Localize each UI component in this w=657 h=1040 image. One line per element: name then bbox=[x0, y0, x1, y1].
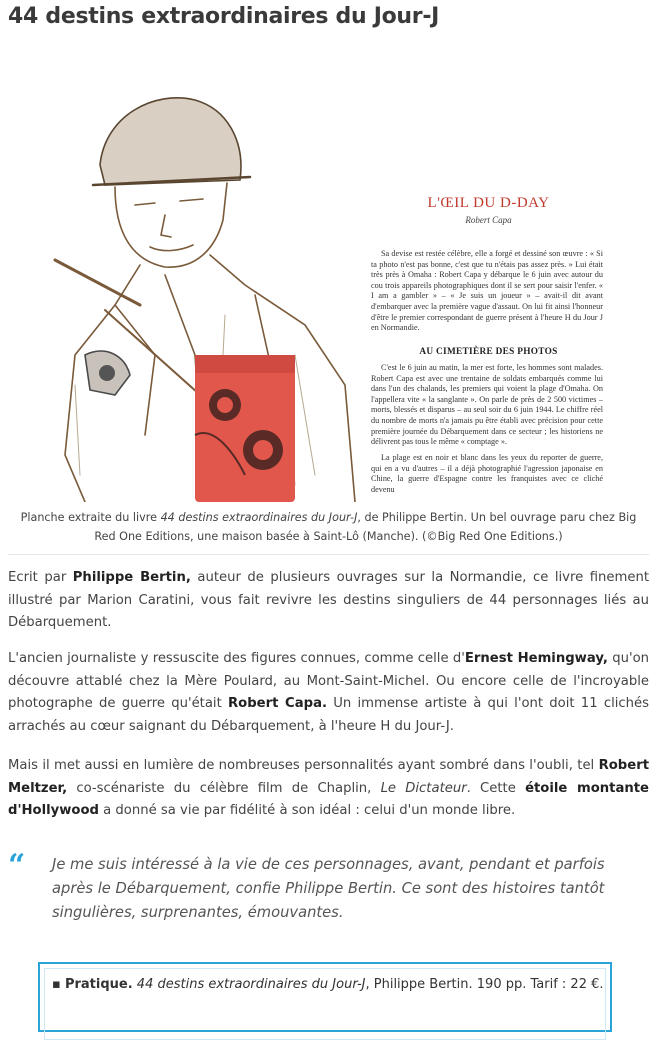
article-paragraph: Mais il met aussi en lumière de nombreuses personnalités ayant sombré dans l'oubli, tel Robert Meltzer, co-scénariste du célèbre film de Chaplin, Le Dictateur. Cette étoile montante d'Hollywood a donné sa vie par fidélité à son idéal : celui d'un monde libre. bbox=[8, 758, 650, 818]
blockquote: Je me suis intéressé à la vie de ces personnages, avant, pendant et parfois après le Débarquement, confie Philippe Bertin. Ce sont des histoires tantôt singulières, surprenantes, émouvantes. bbox=[52, 856, 605, 921]
book-page-figure bbox=[45, 55, 612, 502]
page-paragraph: La plage est en noir et blanc dans les yeux du reporter de guerre, qui en a vu d'autres – il a déjà photographié l'agression japonaise en Chine, la guerre d'Espagne contre les franquistes avec ce cliché devenu bbox=[371, 453, 603, 494]
figure-caption: Planche extraite du livre 44 destins extraordinaires du Jour-J, de Philippe Bertin. Un bel ouvrage paru chez Big Red One Editions, une maison basée à Saint-Lô (Manche). (©Big Red One Editions.) bbox=[20, 511, 637, 543]
article-paragraph: L'ancien journaliste y ressuscite des figures connues, comme celle d'Ernest Hemingway, qu'on découvre attablé chez la Mère Poulard, au Mont-Saint-Michel. Ou encore celle de l'incroyable photographe de guerre qu'était Robert Capa. Un immense artiste à qui l'ont doit 11 clichés arrachés au cœur saignant du Débarquement, à l'heure H du Jour-J. bbox=[8, 651, 649, 734]
page-byline: Robert Capa bbox=[465, 215, 512, 225]
quote-icon: “ bbox=[8, 848, 26, 883]
page-paragraph: C'est le 6 juin au matin, la mer est forte, les hommes sont malades. Robert Capa est avec une trentaine de soldats embarqués comme lui dans l'un des chalands, les premiers qui voient la plage d'Omaha. On l'appellera vite « la sanglante ». On parle de près de 2 500 victimes – morts, blessés et disparus – au seul soir du 6 juin 1944. Le chiffre réel du nombre de morts n'a jamais pu être établi avec précision pour cette première journée du Débarquement dans ce secteur ; les historiens ne délivrent pas tous le même « comptage ». bbox=[371, 363, 603, 447]
page-kicker: L'ŒIL DU D-DAY bbox=[427, 195, 550, 211]
article-paragraph: Ecrit par Philippe Bertin, auteur de plusieurs ouvrages sur la Normandie, ce livre finement illustré par Marion Caratini, vous fait revivre les destins singuliers de 44 personnages liés au Débarquement. bbox=[8, 570, 649, 630]
robert-capa-illustration bbox=[45, 55, 365, 502]
page-subhead: AU CIMETIÈRE DES PHOTOS bbox=[419, 347, 558, 357]
pratique-text: ▪ Pratique. 44 destins extraordinaires du Jour-J, Philippe Bertin. 190 pp. Tarif : 22 €. bbox=[52, 977, 604, 992]
pratique-box bbox=[38, 962, 612, 1032]
page-paragraph: Sa devise est restée célèbre, elle a forgé et dessiné son œuvre : « Si ta photo n'est pas bonne, c'est que tu n'étais pas assez près. » Lui était très près à Omaha : Robert Capa y débarque le 6 juin avec autour du cou trois appareils photographiques dont il se sert pour saisir l'enfer. « I am a gambler » – « Je suis un joueur » – avait-il dit avant d'embarquer avec la première vague d'assaut. On lui fit ainsi l'honneur d'être le premier correspondant de guerre présent à l'heure H du Jour J en Normandie. bbox=[371, 249, 603, 333]
book-page-text bbox=[365, 55, 612, 502]
article-title: 44 destins extraordinaires du Jour-J bbox=[8, 4, 440, 29]
camera-icon bbox=[195, 355, 295, 502]
divider bbox=[8, 554, 649, 555]
